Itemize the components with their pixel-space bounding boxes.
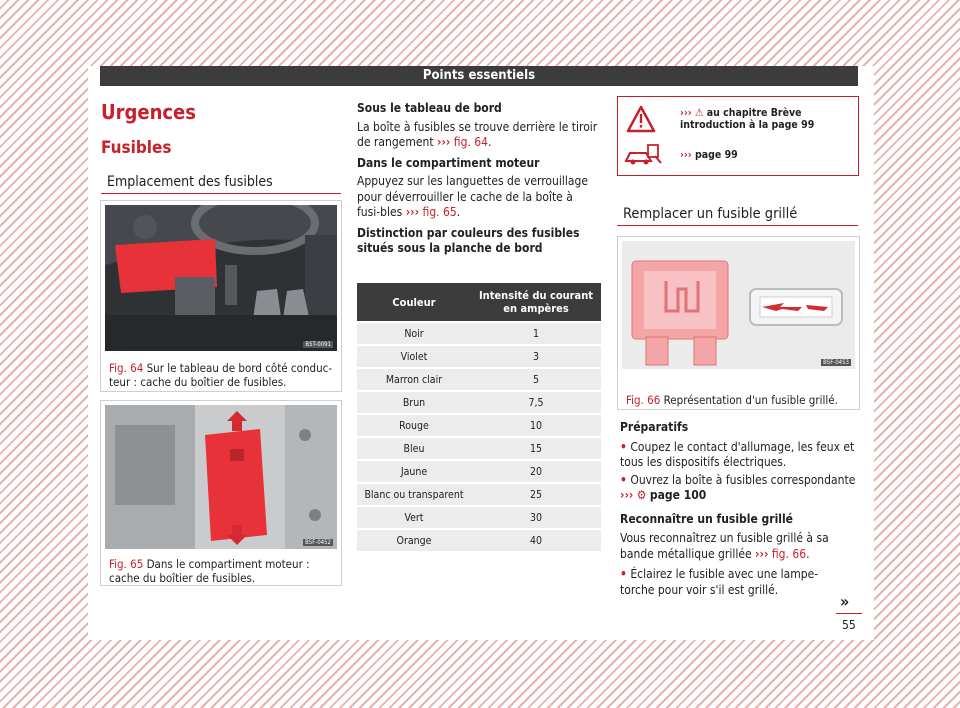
table-cell: 10 bbox=[471, 415, 601, 436]
section-rule bbox=[101, 193, 341, 194]
cross-ref-arrow: ››› bbox=[437, 135, 451, 149]
figure-caption bbox=[626, 393, 854, 407]
subheading-prep: Préparatifs bbox=[620, 420, 689, 434]
paragraph-text: La boîte à fusibles se trouve derrière le tiroir de rangement bbox=[357, 119, 598, 149]
cross-ref-arrow: ››› bbox=[405, 205, 420, 219]
warning-triangle-icon bbox=[626, 105, 656, 133]
cross-ref-link[interactable]: fig. 66 bbox=[771, 546, 807, 561]
paragraph-recognize: Vous reconnaîtrez un fusible grillé à sa bande métallique grillée ››› fig. 66. bbox=[620, 531, 829, 561]
figure-65 bbox=[100, 400, 342, 586]
figure-64 bbox=[100, 200, 342, 392]
warning-inline-triangle-icon: ⚠ bbox=[694, 107, 704, 119]
bullet-item: • Ouvrez la boîte à fusibles correspondante ››› ⚙ page 100 bbox=[620, 472, 856, 502]
table-cell: 5 bbox=[471, 369, 601, 390]
section-rule bbox=[617, 225, 858, 226]
bullet-item: • Éclairez le fusible avec une lampe-torche pour voir s'il est grillé. bbox=[620, 567, 819, 597]
engine-bay-image bbox=[105, 405, 337, 549]
fuse-color-table bbox=[357, 281, 601, 553]
cross-ref-page[interactable]: page 100 bbox=[649, 488, 707, 502]
figure-label: Fig. 66 bbox=[626, 393, 661, 407]
bullet-text: Ouvrez la boîte à fusibles correspondante bbox=[630, 472, 856, 487]
image-code: B5F-0452 bbox=[305, 539, 331, 546]
table-row bbox=[357, 461, 601, 482]
continue-marker: » bbox=[840, 592, 850, 611]
table-row bbox=[357, 392, 601, 413]
engine-bay-illustration bbox=[105, 405, 337, 549]
bullet-text: Coupez le contact d'allumage, les feux et tous les dispositifs électriques. bbox=[620, 439, 855, 469]
table-cell: Orange bbox=[357, 530, 471, 551]
car-book-icon bbox=[624, 141, 662, 167]
cross-ref-link[interactable]: fig. 64 bbox=[453, 135, 489, 149]
table-cell: Blanc ou transparent bbox=[357, 484, 471, 505]
table-row bbox=[357, 346, 601, 367]
figure-label: Fig. 65 bbox=[109, 557, 144, 571]
table-header-cell: Couleur bbox=[357, 283, 471, 321]
figure-66 bbox=[617, 236, 860, 410]
cross-ref-link[interactable]: fig. 65 bbox=[422, 205, 457, 219]
warning-box bbox=[617, 96, 859, 176]
car-book-inline-icon: ⚙ bbox=[636, 488, 647, 502]
middle-text bbox=[357, 101, 599, 257]
table-cell: Violet bbox=[357, 346, 471, 367]
table-row bbox=[357, 415, 601, 436]
page-number: 55 bbox=[842, 618, 856, 632]
figure-caption bbox=[109, 557, 334, 585]
table-cell: 25 bbox=[471, 484, 601, 505]
table-cell: 30 bbox=[471, 507, 601, 528]
dashboard-illustration bbox=[105, 205, 337, 351]
table-cell: Marron clair bbox=[357, 369, 471, 390]
table-cell: 7,5 bbox=[471, 392, 601, 413]
figure-caption-text: Dans le compartiment moteur : cache du boîtier de fusibles. bbox=[109, 557, 310, 585]
table-cell: 3 bbox=[471, 346, 601, 367]
table-row bbox=[357, 507, 601, 528]
table-cell: 15 bbox=[471, 438, 601, 459]
table-cell: Noir bbox=[357, 323, 471, 344]
subheading-engine: Dans le compartiment moteur bbox=[357, 155, 540, 170]
table-header-cell: Intensité du courant en ampères bbox=[471, 283, 601, 321]
bullet-text: Éclairez le fusible avec une lampe-torche pour voir s'il est grillé. bbox=[620, 567, 819, 597]
table-header-row bbox=[357, 283, 601, 321]
cross-ref-arrow: ››› bbox=[755, 546, 769, 561]
figure-caption-text: Sur le tableau de bord côté conduc-teur : cache du boîtier de fusibles. bbox=[109, 361, 333, 389]
cross-ref-arrow: ››› bbox=[620, 488, 634, 502]
table-cell: 1 bbox=[471, 323, 601, 344]
table-cell: Vert bbox=[357, 507, 471, 528]
table-cell: Brun bbox=[357, 392, 471, 413]
table-cell: 20 bbox=[471, 461, 601, 482]
table-row bbox=[357, 484, 601, 505]
table-cell: 40 bbox=[471, 530, 601, 551]
warning-text[interactable]: au chapitre Brève introduction à la page 99 bbox=[680, 107, 815, 131]
paragraph-text: Vous reconnaîtrez un fusible grillé à sa bande métallique grillée bbox=[620, 531, 829, 561]
table-title: Distinction par couleurs des fusibles situés sous la planche de bord bbox=[357, 225, 580, 255]
warning-page-ref[interactable]: page 99 bbox=[694, 149, 738, 161]
figure-caption-text: Représentation d'un fusible grillé. bbox=[663, 393, 838, 407]
table-cell: Rouge bbox=[357, 415, 471, 436]
section-title: Fusibles bbox=[101, 138, 172, 158]
bullet-item: • Coupez le contact d'allumage, les feux et tous les dispositifs électriques. bbox=[620, 439, 855, 469]
image-code: B5F-0453 bbox=[823, 359, 849, 366]
figure-caption bbox=[109, 361, 334, 389]
table-cell: Bleu bbox=[357, 438, 471, 459]
chapter-title: Urgences bbox=[101, 100, 196, 124]
right-text bbox=[620, 420, 860, 598]
table-row bbox=[357, 369, 601, 390]
section-title-replace: Remplacer un fusible grillé bbox=[623, 206, 798, 222]
paragraph-engine: Appuyez sur les languettes de verrouillage pour déverrouiller le cache de la boîte à fusi-bles ››› fig. 65. bbox=[357, 174, 588, 219]
figure-label: Fig. 64 bbox=[109, 361, 144, 375]
page-header: Points essentiels bbox=[100, 66, 858, 86]
subsection-title: Emplacement des fusibles bbox=[107, 174, 273, 190]
image-code: B5T-0091 bbox=[305, 341, 331, 348]
page-number-rule bbox=[836, 613, 862, 614]
fuse-illustration bbox=[622, 241, 855, 369]
dashboard-image bbox=[105, 205, 337, 351]
paragraph-dashboard: La boîte à fusibles se trouve derrière le tiroir de rangement ››› fig. 64. bbox=[357, 119, 598, 149]
warning-line-1: ››› ⚠ au chapitre Brève introduction à la page 99 bbox=[680, 107, 815, 131]
paragraph-text: Appuyez sur les languettes de verrouillage pour déverrouiller le cache de la boîte à fusi-bles bbox=[357, 174, 588, 219]
table-row bbox=[357, 438, 601, 459]
table-row bbox=[357, 530, 601, 551]
warning-line-2: ››› page 99 bbox=[680, 149, 738, 161]
fuse-image bbox=[622, 241, 855, 369]
table-row bbox=[357, 323, 601, 344]
subheading-dashboard: Sous le tableau de bord bbox=[357, 101, 502, 115]
table-cell: Jaune bbox=[357, 461, 471, 482]
subheading-recognize: Reconnaître un fusible grillé bbox=[620, 511, 793, 526]
